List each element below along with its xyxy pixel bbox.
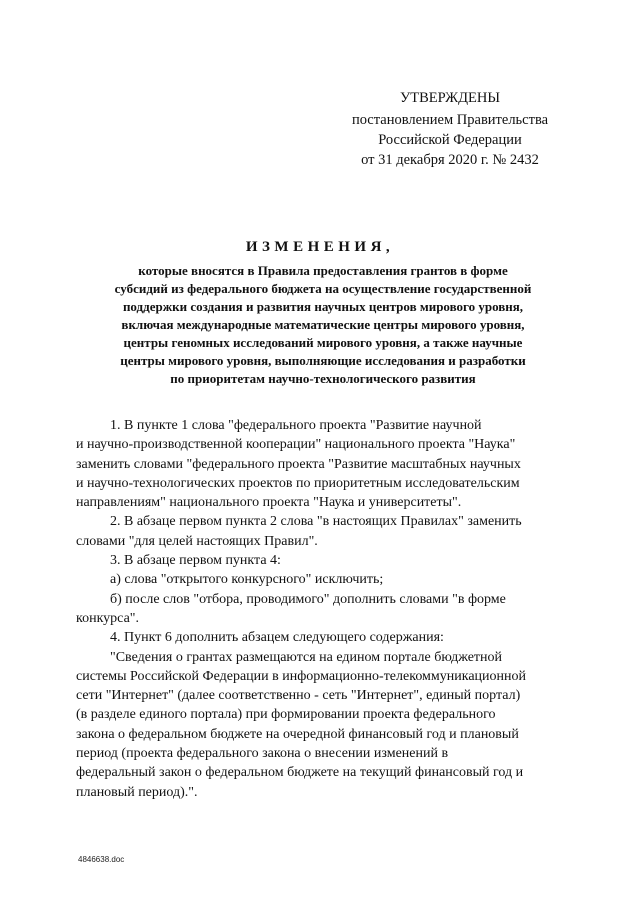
- approval-heading: УТВЕРЖДЕНЫ: [399, 90, 501, 106]
- body-line: федеральный закон о федеральном бюджете на текущий финансовый год и: [76, 765, 524, 781]
- document-body: [76, 416, 560, 802]
- body-line: сети "Интернет" (далее соответственно - сеть "Интернет", единый портал): [76, 688, 521, 704]
- subtitle-line: центры мирового уровня, выполняющие исследования и разработки: [120, 353, 526, 368]
- approval-line: постановлением Правительства: [351, 112, 549, 128]
- body-line: словами "для целей настоящих Правил".: [76, 533, 318, 549]
- body-line: б) после слов "отбора, проводимого" дополнить словами "в форме: [110, 591, 506, 607]
- file-name-footer: 4846638.doc: [78, 855, 125, 864]
- approval-block: [330, 88, 570, 170]
- document-title: ИЗМЕНЕНИЯ,: [245, 239, 395, 255]
- body-line: плановый период).".: [76, 784, 198, 800]
- body-line: направлениям" национального проекта "Наука и университеты".: [76, 495, 462, 511]
- body-line: 1. В пункте 1 слова "федерального проекта "Развитие научной: [110, 418, 482, 433]
- body-line: и научно-производственной кооперации" национального проекта "Наука": [76, 437, 516, 453]
- body-line: 2. В абзаце первом пункта 2 слова "в настоящих Правилах" заменить: [110, 514, 522, 530]
- body-line: системы Российской Федерации в информационно-телекоммуникационной: [76, 668, 527, 684]
- subtitle-line: субсидий из федерального бюджета на осуществление государственной: [114, 281, 532, 296]
- subtitle-line: центры геномных исследований мирового уровня, а также научные: [123, 335, 523, 350]
- approval-line: Российской Федерации: [378, 132, 522, 148]
- body-line: а) слова "открытого конкурсного" исключить;: [110, 572, 384, 588]
- body-line: период (проекта федерального закона о внесении изменений в: [76, 746, 449, 762]
- subtitle-line: которые вносятся в Правила предоставления грантов в форме: [138, 263, 508, 278]
- body-line: 4. Пункт 6 дополнить абзацем следующего содержания:: [110, 630, 444, 646]
- document-subtitle: [88, 262, 558, 388]
- body-line: "Сведения о грантах размещаются на едином портале бюджетной: [110, 649, 503, 665]
- subtitle-line: по приоритетам научно-технологического развития: [170, 371, 476, 386]
- body-line: конкурса".: [76, 610, 139, 626]
- subtitle-line: включая международные математические центры мирового уровня,: [121, 317, 525, 332]
- body-line: 3. В абзаце первом пункта 4:: [110, 553, 281, 569]
- subtitle-line: поддержки создания и развития научных центров мирового уровня,: [122, 299, 524, 314]
- body-line: закона о федеральном бюджете на очередной финансовый год и плановый: [76, 726, 519, 742]
- approval-line: от 31 декабря 2020 г. № 2432: [361, 152, 539, 168]
- body-line: (в разделе единого портала) при формировании проекта федерального: [76, 707, 496, 723]
- body-line: заменить словами "федерального проекта "Развитие масштабных научных: [76, 456, 521, 472]
- body-line: и научно-технологических проектов по приоритетным исследовательским: [76, 475, 520, 491]
